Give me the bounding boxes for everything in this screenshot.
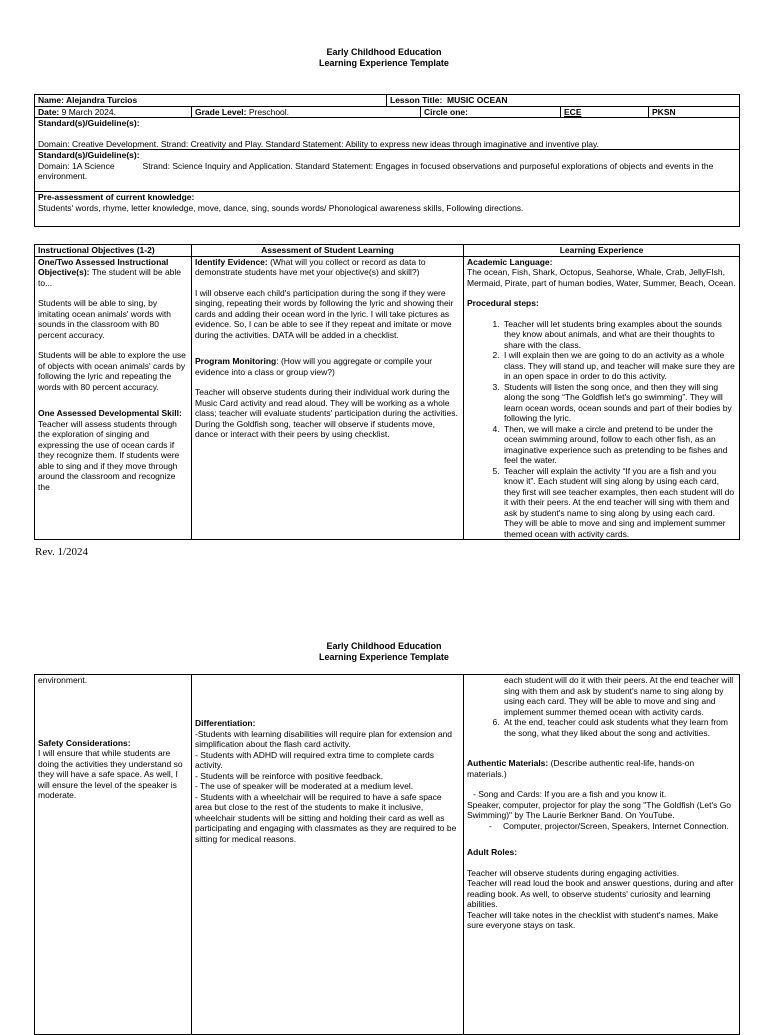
developmental-skill-heading: One Assessed Developmental Skill:: [38, 408, 182, 418]
differentiation-label: Differentiation:: [195, 718, 256, 728]
academic-language-text: The ocean, Fish, Shark, Octopus, Seahorse, Whale, Crab, JellyFIsh, Mermaid, Pirate, part of human bodies, Water, Summer, Beach, Ocean.: [467, 267, 736, 288]
objectives-heading: One/Two Assessed Instructional Objective(s): The student will be able to...: [38, 256, 182, 288]
assessment-cell-continued: [192, 675, 464, 1035]
authentic-materials-item: - Computer, projector/Screen, Speakers, Internet Connection.: [503, 821, 736, 832]
column-header-experience: Learning Experience: [464, 245, 740, 257]
adult-roles-label: Adult Roles:: [467, 847, 518, 857]
standard-2-label: Standard(s)/Guideline(s):: [38, 150, 140, 160]
objective-2: Students will be able to explore the use of objects with ocean animals' cards by following the lyric and repeating the words with 80 percent accuracy.: [38, 350, 186, 392]
adult-roles-text: Teacher will read loud the book and answer questions, during and after reading book. As well, to observe students' curiosity and learning abilities.: [467, 878, 734, 909]
procedural-steps-list-continued: [467, 675, 736, 738]
grade-level-cell: Grade Level: Preschool.: [192, 106, 421, 118]
header-line-2: Learning Experience Template: [319, 652, 449, 662]
authentic-materials-list: [467, 821, 736, 832]
pre-assessment-label: Pre-assessment of current knowledge:: [38, 192, 195, 202]
differentiation-line: - Students with ADHD will required extra time to complete cards activity.: [195, 749, 435, 770]
assessment-cell: [192, 256, 464, 540]
authentic-materials-text: Speaker, computer, projector for play the song "The Goldfish (Let's Go Swimming)" by The Laurie Berkner Band. On YouTube.: [467, 799, 732, 820]
column-header-assessment: Assessment of Student Learning: [192, 245, 464, 257]
standard-1-cell: [35, 118, 740, 150]
procedural-step: 1. Teacher will let students bring examples about the sounds they know about animals, and what are their thoughts to share with the class.: [502, 319, 736, 351]
header-line-1: Early Childhood Education: [326, 641, 442, 651]
developmental-skill-text: Teacher will assess students through the exploration of singing and expressing the use of ocean cards if they recognize them. If students were able to sing and if they move through around the classroom and recognize the: [38, 418, 180, 492]
objectives-cell: [35, 256, 192, 540]
circle-option-pksn: PKSN: [649, 106, 740, 118]
date-cell: Date: 9 March 2024.: [35, 106, 192, 118]
grade-level-value: Preschool.: [248, 106, 290, 117]
pre-assessment-text: Students' words, rhyme, letter knowledge, move, dance, sing, sounds words/ Phonological awareness skills, Following directions.: [38, 202, 524, 213]
differentiation-line: -Students with learning disabilities will require plan for extension and simplification about the flash card activity.: [195, 728, 453, 749]
lesson-title-cell: Lesson Title: MUSIC OCEAN: [387, 95, 740, 107]
procedural-steps-list: [467, 319, 736, 540]
safety-text: I will ensure that while students are doing the activities they understand so they will have a safe space. As well, I will ensure the level of the speaker is moderate.: [38, 748, 183, 800]
academic-language-label: Academic Language:: [467, 256, 553, 267]
header-line-1: Early Childhood Education: [326, 47, 442, 57]
date-value: 9 March 2024.: [61, 106, 116, 117]
adult-roles-text: Teacher will take notes in the checklist with student's names. Make sure everyone stays on task.: [467, 909, 719, 930]
standard-1-label: Standard(s)/Guideline(s):: [38, 118, 140, 128]
revision-note: Rev. 1/2024: [35, 546, 89, 558]
info-table: [34, 94, 740, 227]
procedural-step: 4. Then, we will make a circle and pretend to be under the ocean swimming around, follow to each other fish, as an imaginative experience such as pretending to be fishes and feel the water.: [502, 424, 736, 466]
header-line-2: Learning Experience Template: [319, 58, 449, 68]
objective-1: Students will be able to sing, by imitating ocean animals' words with sounds in the classroom with 80 percent accuracy.: [38, 298, 171, 340]
experience-cell: [464, 256, 740, 540]
column-header-objectives: Instructional Objectives (1-2): [35, 245, 192, 257]
differentiation-line: - Students will be reinforce with positive feedback.: [195, 770, 384, 781]
program-monitoring: Program Monitoring: (How will you aggregate or compile your evidence into a class or group view?): [195, 356, 433, 377]
circle-option-ece: ECE: [561, 106, 649, 118]
pre-assessment-cell: [35, 192, 740, 227]
differentiation-line: - Students with a wheelchair will be required to have a safe space area but close to the rest of the students to make it inclusive, wheelchair students will be sitting and holding their card as well as participating and engaging with classmates as they are required to be sitting for medical reasons.: [195, 791, 457, 844]
page-2-header: [0, 641, 768, 663]
developmental-skill-text-continued: environment.: [38, 675, 88, 685]
main-table-page-2: [34, 674, 740, 1035]
procedural-step: 5. Teacher will explain the activity “If you are a fish and you know it”. Each student will sing along by using each card, they first will see teacher examples, then each student will do it with their peers. At the end teacher will sing with them and ask by student's name to sing along by using each card. They will be able to move and sing and implement summer themed ocean with activity cards.: [502, 466, 736, 540]
adult-roles-text: Teacher will observe students during engaging activities.: [467, 867, 680, 878]
authentic-materials-line: - Song and Cards: If you are a fish and you know it.: [473, 789, 667, 799]
procedural-step: 3. Students will listen the song once, and then they will sing along the song “The Goldfish let's go swimming”. They will learn ocean words, ocean sounds and part of their bodies by following the lyric.: [502, 382, 736, 424]
procedural-step: 6. At the end, teacher could ask students what they learn from the song, what they liked about the song and activities.: [502, 717, 736, 738]
circle-one-label: Circle one:: [421, 106, 561, 118]
identify-evidence: Identify Evidence: (What will you collect or record as data to demonstrate students have met your objective(s) and skill?): [195, 256, 426, 277]
experience-cell-continued: [464, 675, 740, 1035]
procedural-step-continued: each student will do it with their peers. At the end teacher will sing with them and ask by student's name to sing along by using each card. They will be able to move and sing and implement summer themed ocean with activity cards.: [504, 675, 734, 717]
monitoring-text-2: During the Goldfish song, teacher will observe if students move, dance or interact with their peers by using checklist.: [195, 418, 436, 439]
safety-heading: Safety Considerations:: [38, 737, 131, 748]
monitoring-text: Teacher will observe students during their individual work during the Music Card activity and read aloud. They will be working as a whole class; teacher will evaluate students' participation during the activities.: [195, 387, 458, 418]
standard-2-cell: [35, 150, 740, 192]
main-table-page-1: [34, 244, 740, 540]
differentiation-line: - The use of speaker will be moderated at a medium level.: [195, 781, 414, 791]
procedural-step: 2. I will explain then we are going to do an activity as a whole class. They will stand up, and teacher will make sure they are in an open space in order to do this activity.: [502, 350, 736, 382]
procedural-steps-label: Procedural steps:: [467, 298, 539, 308]
page-1-header: [0, 47, 768, 69]
standard-2-text: Domain: 1A Science Strand: Science Inquiry and Application. Standard Statement: Engages in focused observations and purposeful explorations of objects and events in the environment.: [38, 160, 714, 181]
evidence-text: I will observe each child's participation during the song if they were singing, repeating their words by following the lyric and showing their cards and adding their ocean word in the lyric. I will take pictures as evidence. So, I can be able to see if they repeat and imitate or move during the activities. DATA will be added in a checklist.: [195, 287, 454, 340]
name-cell: Name: Alejandra Turcios: [35, 95, 387, 107]
name-value: Alejandra Turcios: [66, 95, 138, 105]
lesson-title-value: MUSIC OCEAN: [447, 95, 508, 105]
objectives-cell-continued: [35, 675, 192, 1035]
standard-1-text: Domain: Creative Development. Strand: Creativity and Play. Standard Statement: Ability to express new ideas through imaginative and inventive play.: [38, 138, 599, 149]
authentic-materials: Authentic Materials: (Describe authentic real-life, hands-on materials.): [467, 758, 695, 779]
